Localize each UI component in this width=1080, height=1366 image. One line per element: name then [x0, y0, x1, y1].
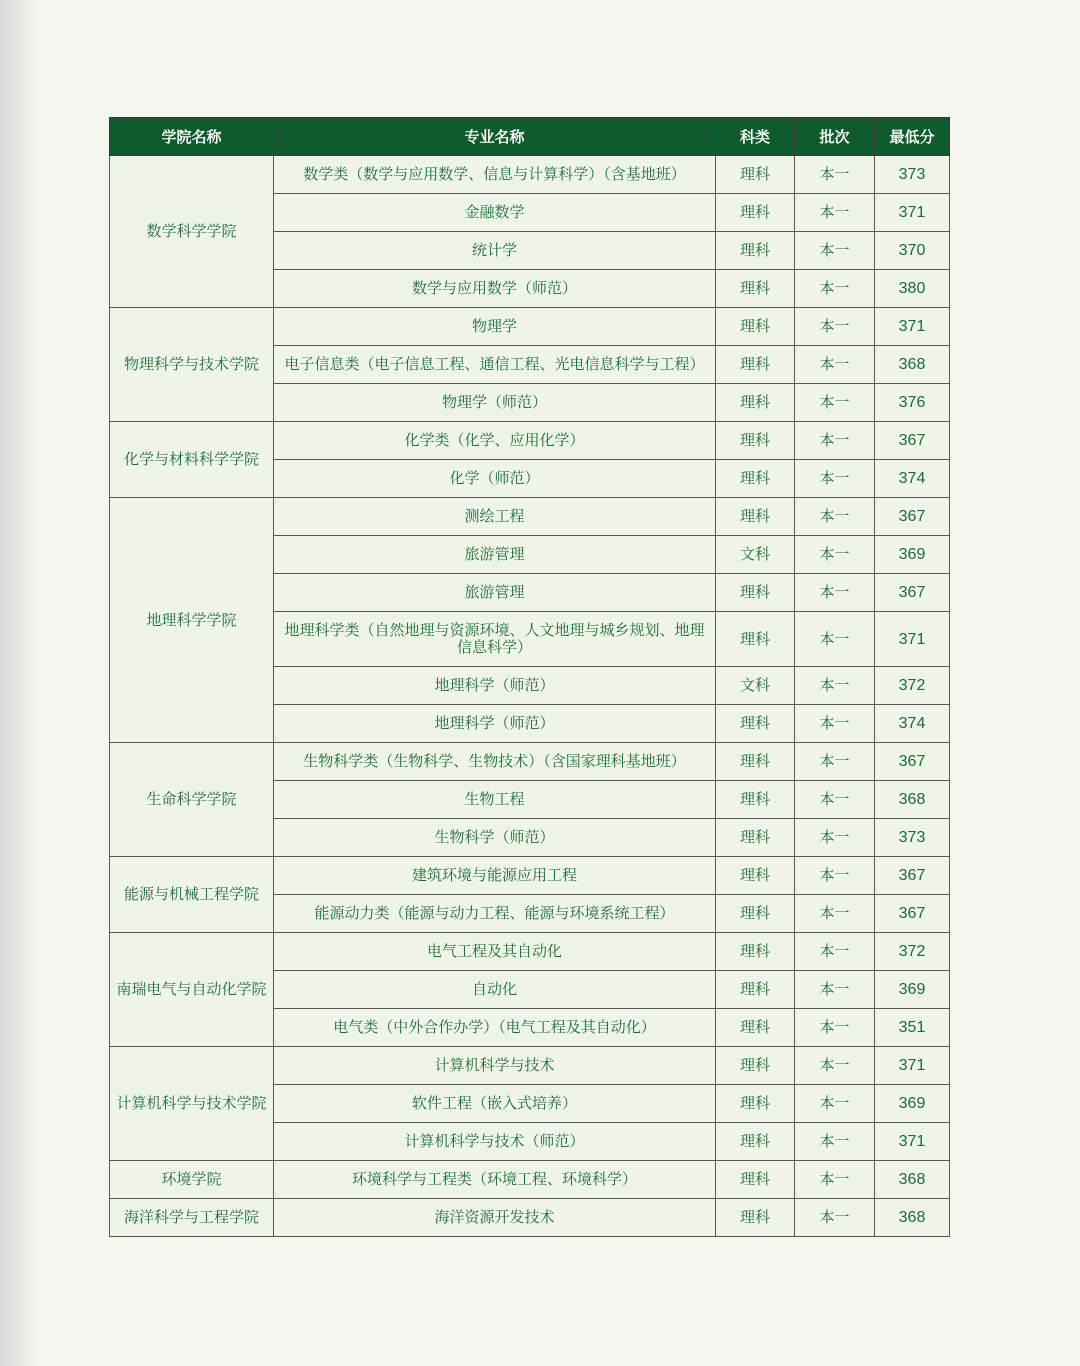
college-name-cell: 物理科学与技术学院 [110, 308, 274, 422]
header-batch: 批次 [795, 118, 875, 156]
category-cell: 理科 [716, 1085, 795, 1123]
min-score-cell: 372 [875, 933, 950, 971]
header-college: 学院名称 [110, 118, 274, 156]
major-name-cell: 计算机科学与技术 [274, 1047, 716, 1085]
batch-cell: 本一 [795, 743, 875, 781]
min-score-cell: 367 [875, 498, 950, 536]
category-cell: 理科 [716, 346, 795, 384]
college-name-cell: 化学与材料科学学院 [110, 422, 274, 498]
min-score-cell: 371 [875, 1123, 950, 1161]
batch-cell: 本一 [795, 1161, 875, 1199]
major-name-cell: 物理学 [274, 308, 716, 346]
table-row [110, 1199, 950, 1237]
batch-cell: 本一 [795, 612, 875, 667]
major-name-cell: 能源动力类（能源与动力工程、能源与环境系统工程） [274, 895, 716, 933]
min-score-cell: 371 [875, 1047, 950, 1085]
min-score-cell: 371 [875, 308, 950, 346]
min-score-cell: 367 [875, 857, 950, 895]
category-cell: 理科 [716, 819, 795, 857]
min-score-cell: 367 [875, 895, 950, 933]
min-score-cell: 380 [875, 270, 950, 308]
category-cell: 理科 [716, 422, 795, 460]
category-cell: 理科 [716, 308, 795, 346]
major-name-cell: 地理科学（师范） [274, 705, 716, 743]
category-cell: 理科 [716, 1047, 795, 1085]
min-score-cell: 371 [875, 612, 950, 667]
min-score-cell: 369 [875, 1085, 950, 1123]
major-name-cell: 电子信息类（电子信息工程、通信工程、光电信息科学与工程） [274, 346, 716, 384]
category-cell: 理科 [716, 384, 795, 422]
major-name-cell: 测绘工程 [274, 498, 716, 536]
batch-cell: 本一 [795, 270, 875, 308]
min-score-cell: 372 [875, 667, 950, 705]
batch-cell: 本一 [795, 1085, 875, 1123]
batch-cell: 本一 [795, 346, 875, 384]
min-score-cell: 373 [875, 156, 950, 194]
batch-cell: 本一 [795, 422, 875, 460]
category-cell: 文科 [716, 667, 795, 705]
category-cell: 理科 [716, 1123, 795, 1161]
batch-cell: 本一 [795, 667, 875, 705]
min-score-cell: 370 [875, 232, 950, 270]
admission-score-table [109, 117, 950, 1237]
page-edge-shadow [0, 0, 40, 1366]
min-score-cell: 369 [875, 536, 950, 574]
batch-cell: 本一 [795, 574, 875, 612]
category-cell: 理科 [716, 270, 795, 308]
min-score-cell: 374 [875, 705, 950, 743]
category-cell: 理科 [716, 194, 795, 232]
category-cell: 理科 [716, 743, 795, 781]
batch-cell: 本一 [795, 933, 875, 971]
table-header-row [110, 118, 950, 156]
table-row [110, 498, 950, 536]
category-cell: 理科 [716, 156, 795, 194]
major-name-cell: 计算机科学与技术（师范） [274, 1123, 716, 1161]
batch-cell: 本一 [795, 857, 875, 895]
college-name-cell: 计算机科学与技术学院 [110, 1047, 274, 1161]
table-row [110, 743, 950, 781]
category-cell: 理科 [716, 460, 795, 498]
batch-cell: 本一 [795, 1199, 875, 1237]
batch-cell: 本一 [795, 194, 875, 232]
min-score-cell: 368 [875, 346, 950, 384]
batch-cell: 本一 [795, 819, 875, 857]
batch-cell: 本一 [795, 781, 875, 819]
college-name-cell: 生命科学学院 [110, 743, 274, 857]
major-name-cell: 地理科学（师范） [274, 667, 716, 705]
min-score-cell: 368 [875, 1161, 950, 1199]
batch-cell: 本一 [795, 498, 875, 536]
category-cell: 理科 [716, 895, 795, 933]
batch-cell: 本一 [795, 384, 875, 422]
major-name-cell: 旅游管理 [274, 536, 716, 574]
min-score-cell: 368 [875, 781, 950, 819]
major-name-cell: 建筑环境与能源应用工程 [274, 857, 716, 895]
major-name-cell: 数学类（数学与应用数学、信息与计算科学）（含基地班） [274, 156, 716, 194]
header-category: 科类 [716, 118, 795, 156]
college-name-cell: 地理科学学院 [110, 498, 274, 743]
major-name-cell: 生物科学类（生物科学、生物技术）（含国家理科基地班） [274, 743, 716, 781]
table-row [110, 156, 950, 194]
batch-cell: 本一 [795, 536, 875, 574]
batch-cell: 本一 [795, 1009, 875, 1047]
major-name-cell: 数学与应用数学（师范） [274, 270, 716, 308]
major-name-cell: 金融数学 [274, 194, 716, 232]
table-row [110, 933, 950, 971]
batch-cell: 本一 [795, 971, 875, 1009]
category-cell: 理科 [716, 612, 795, 667]
major-name-cell: 电气类（中外合作办学）（电气工程及其自动化） [274, 1009, 716, 1047]
table-body [110, 156, 950, 1237]
major-name-cell: 化学（师范） [274, 460, 716, 498]
major-name-cell: 物理学（师范） [274, 384, 716, 422]
batch-cell: 本一 [795, 232, 875, 270]
table-row [110, 422, 950, 460]
major-name-cell: 电气工程及其自动化 [274, 933, 716, 971]
min-score-cell: 368 [875, 1199, 950, 1237]
category-cell: 文科 [716, 536, 795, 574]
major-name-cell: 旅游管理 [274, 574, 716, 612]
table-row [110, 857, 950, 895]
min-score-cell: 367 [875, 422, 950, 460]
category-cell: 理科 [716, 781, 795, 819]
table-row [110, 308, 950, 346]
table-row [110, 1161, 950, 1199]
batch-cell: 本一 [795, 1123, 875, 1161]
min-score-cell: 367 [875, 743, 950, 781]
college-name-cell: 海洋科学与工程学院 [110, 1199, 274, 1237]
category-cell: 理科 [716, 933, 795, 971]
min-score-cell: 369 [875, 971, 950, 1009]
category-cell: 理科 [716, 1161, 795, 1199]
major-name-cell: 软件工程（嵌入式培养） [274, 1085, 716, 1123]
major-name-cell: 化学类（化学、应用化学） [274, 422, 716, 460]
major-name-cell: 生物工程 [274, 781, 716, 819]
category-cell: 理科 [716, 498, 795, 536]
batch-cell: 本一 [795, 1047, 875, 1085]
min-score-cell: 371 [875, 194, 950, 232]
category-cell: 理科 [716, 1009, 795, 1047]
category-cell: 理科 [716, 705, 795, 743]
table-row [110, 1047, 950, 1085]
min-score-cell: 374 [875, 460, 950, 498]
min-score-cell: 367 [875, 574, 950, 612]
category-cell: 理科 [716, 232, 795, 270]
category-cell: 理科 [716, 1199, 795, 1237]
major-name-cell: 自动化 [274, 971, 716, 1009]
min-score-cell: 373 [875, 819, 950, 857]
header-min-score: 最低分 [875, 118, 950, 156]
batch-cell: 本一 [795, 308, 875, 346]
major-name-cell: 地理科学类（自然地理与资源环境、人文地理与城乡规划、地理信息科学） [274, 612, 716, 667]
category-cell: 理科 [716, 574, 795, 612]
header-major: 专业名称 [274, 118, 716, 156]
min-score-cell: 376 [875, 384, 950, 422]
college-name-cell: 数学科学学院 [110, 156, 274, 308]
batch-cell: 本一 [795, 460, 875, 498]
min-score-cell: 351 [875, 1009, 950, 1047]
category-cell: 理科 [716, 857, 795, 895]
batch-cell: 本一 [795, 705, 875, 743]
batch-cell: 本一 [795, 895, 875, 933]
college-name-cell: 环境学院 [110, 1161, 274, 1199]
major-name-cell: 统计学 [274, 232, 716, 270]
batch-cell: 本一 [795, 156, 875, 194]
college-name-cell: 能源与机械工程学院 [110, 857, 274, 933]
major-name-cell: 海洋资源开发技术 [274, 1199, 716, 1237]
major-name-cell: 生物科学（师范） [274, 819, 716, 857]
admission-score-table-container [109, 117, 949, 1237]
category-cell: 理科 [716, 971, 795, 1009]
college-name-cell: 南瑞电气与自动化学院 [110, 933, 274, 1047]
major-name-cell: 环境科学与工程类（环境工程、环境科学） [274, 1161, 716, 1199]
